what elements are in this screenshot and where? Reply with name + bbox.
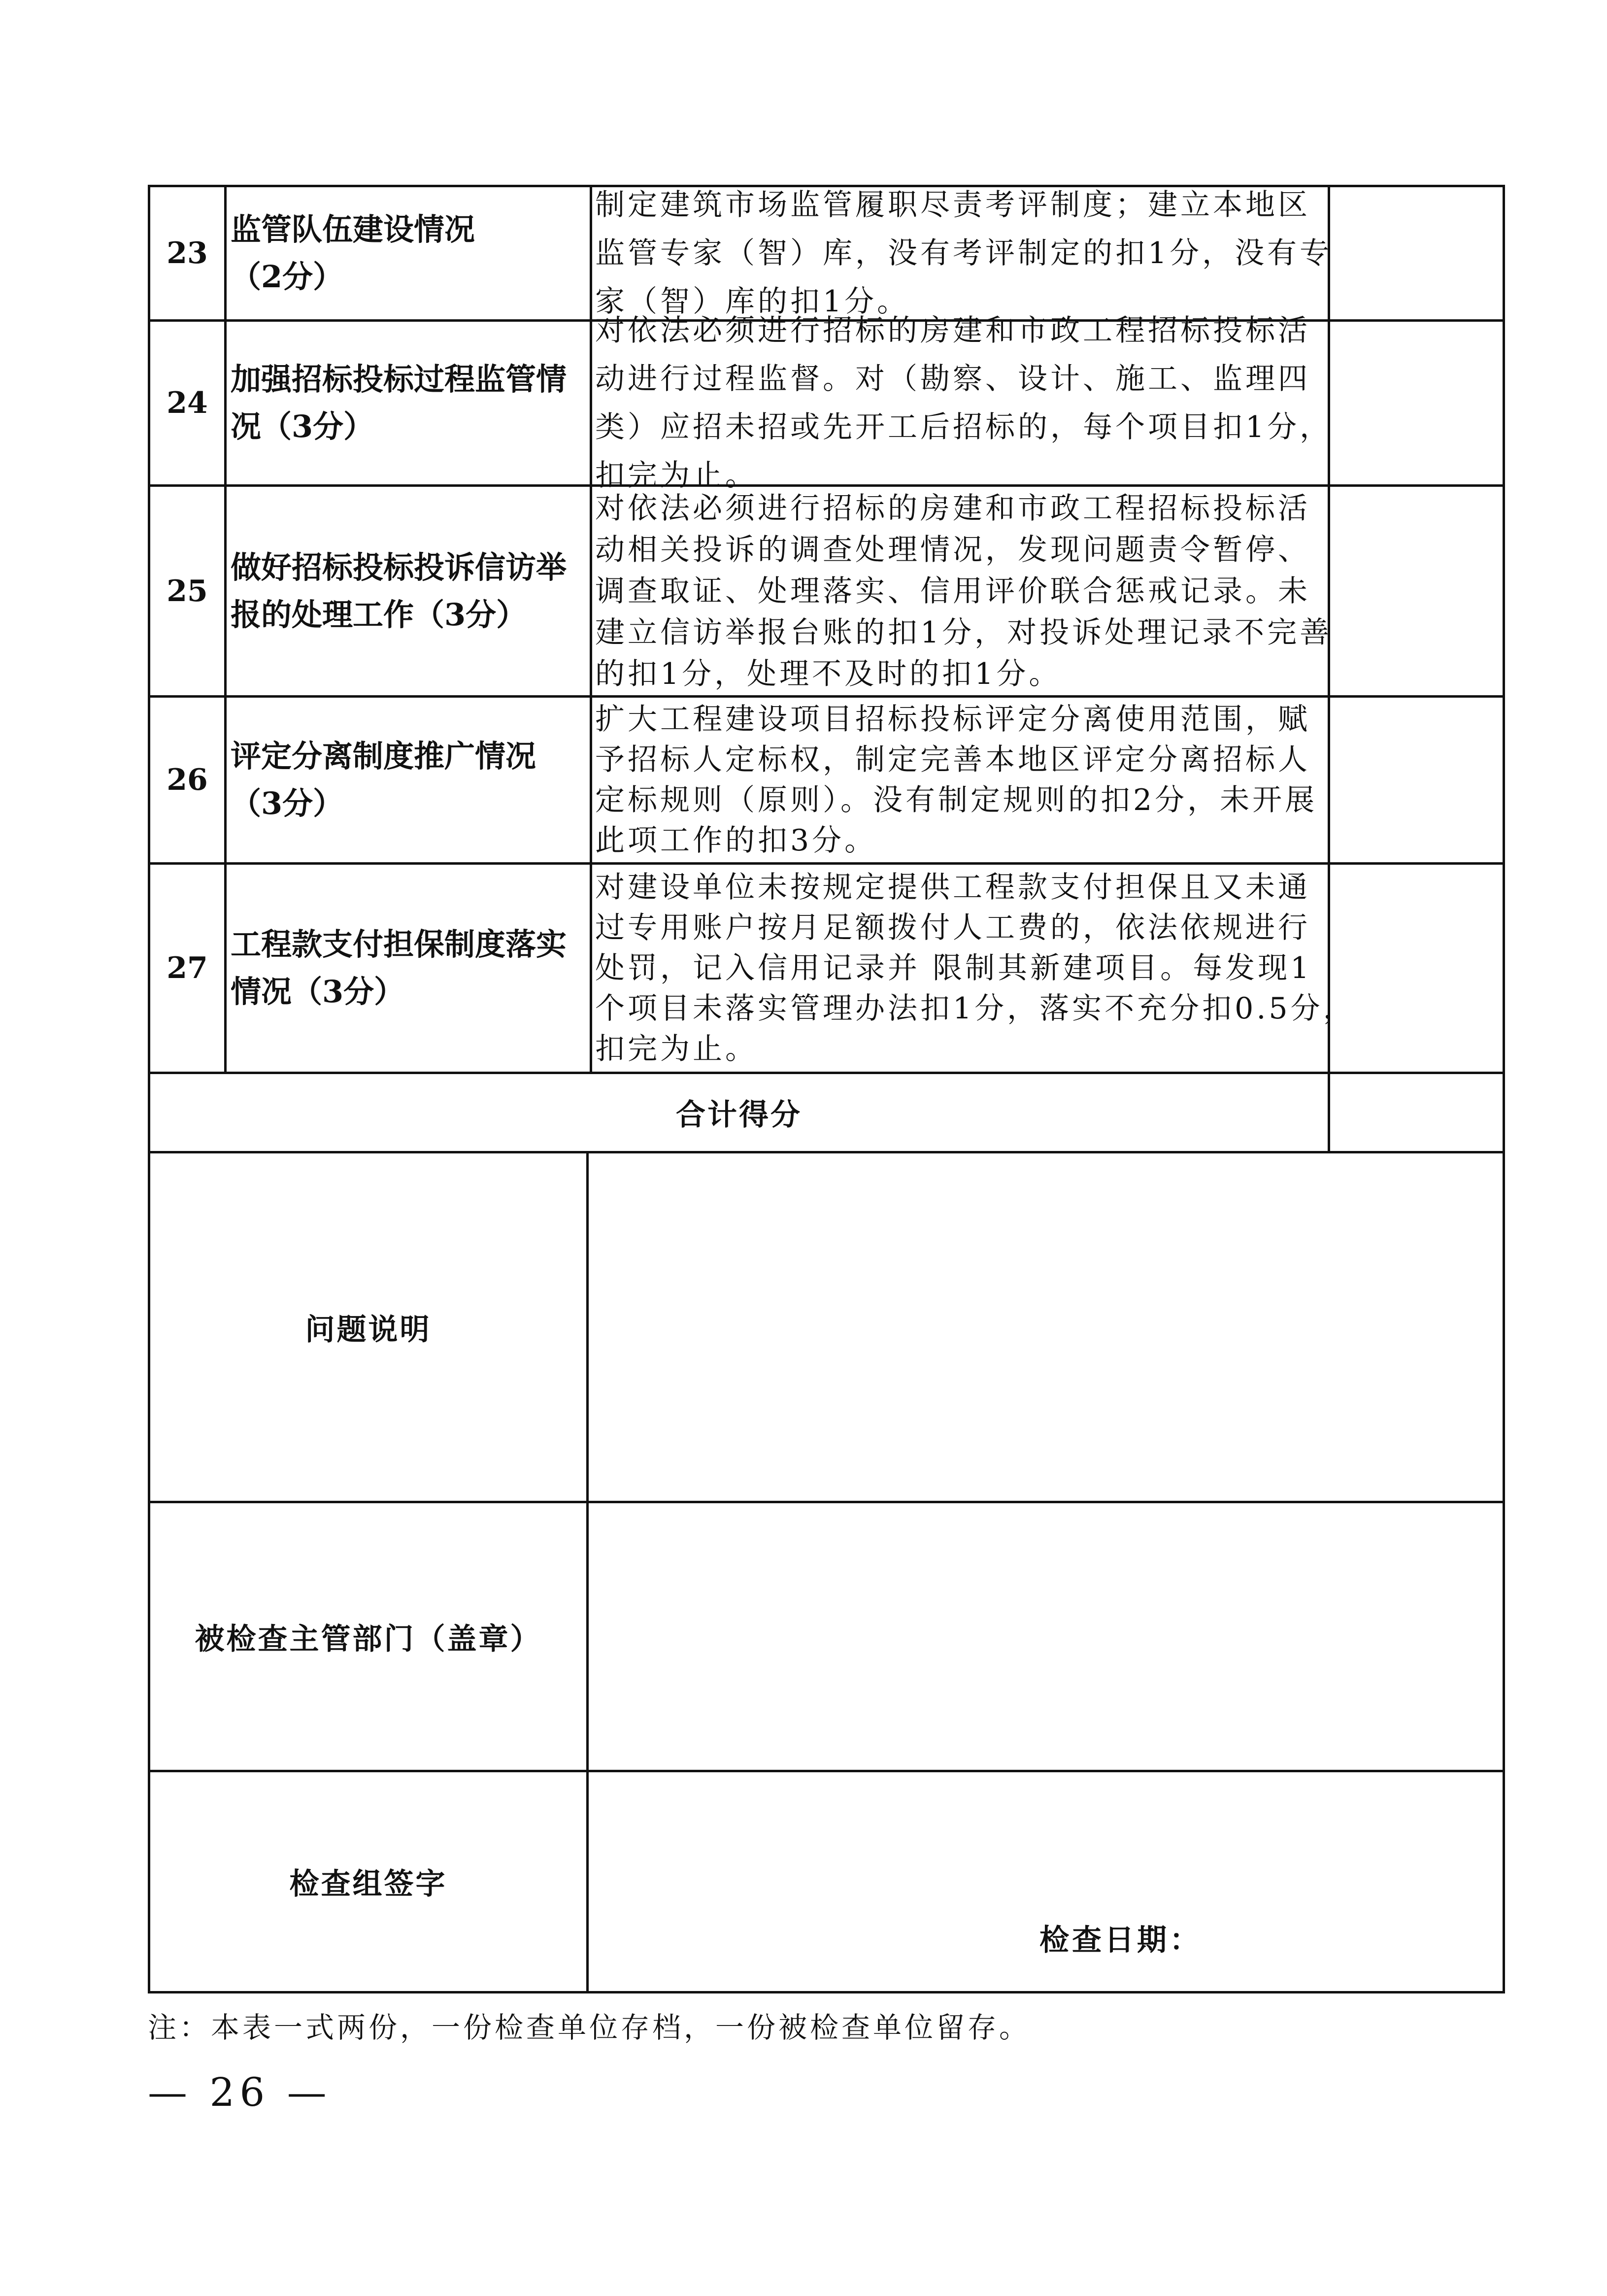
scoring-standard: 对依法必须进行招标的房建和市政工程招标投标活 动进行过程监督。对（勘察、设计、施工、监理四 类）应招未招或先开工后招标的，每个项目扣1分， 扣完为止。 bbox=[595, 313, 1333, 493]
inspected-dept-seal-field[interactable] bbox=[589, 1503, 1503, 1770]
inspection-date-label: 检查日期： bbox=[1039, 1923, 1202, 1958]
scoring-standard: 对建设单位未按规定提供工程款支付担保且又未通 过专用账户按月足额拨付人工费的，依法依规进行 处罚，记入信用记录并 限制其新建项目。每发现1 个项目未落实管理办法扣1分，落实不充分扣0.5分， 扣完为止。 bbox=[595, 870, 1356, 1066]
score-cell[interactable] bbox=[1330, 865, 1503, 1072]
score-cell[interactable] bbox=[1330, 487, 1503, 695]
problem-description-field[interactable] bbox=[589, 1153, 1503, 1501]
check-item: 监管队伍建设情况 （2分） bbox=[231, 211, 475, 295]
total-score-label: 合计得分 bbox=[676, 1098, 802, 1132]
scoring-standard: 制定建筑市场监管履职尽责考评制度；建立本地区 监管专家（智）库，没有考评制定的扣1分，没有专 家（智）库的扣1分。 bbox=[595, 188, 1333, 319]
scoring-standard: 对依法必须进行招标的房建和市政工程招标投标活 动相关投诉的调查处理情况，发现问题责令暂停、 调查取证、处理落实、信用评价联合惩戒记录。未 建立信访举报台账的扣1分，对投诉处理记录不完善 的扣1分，处理不及时的扣1分。 bbox=[595, 491, 1333, 691]
inspection-sign-label: 检查组签字 bbox=[289, 1867, 447, 1901]
row-number: 24 bbox=[167, 386, 208, 420]
score-cell[interactable] bbox=[1330, 322, 1503, 484]
scoring-standard: 扩大工程建设项目招标投标评定分离使用范围，赋 予招标人定标权，制定完善本地区评定分离招标人 定标规则（原则）。没有制定规则的扣2分，未开展 此项工作的扣3分。 bbox=[595, 702, 1318, 858]
problem-description-label: 问题说明 bbox=[305, 1312, 432, 1347]
row-number: 23 bbox=[167, 236, 208, 270]
row-number: 25 bbox=[167, 574, 208, 608]
footer-note: 注：本表一式两份，一份检查单位存档，一份被检查单位留存。 bbox=[148, 2011, 1031, 2044]
inspected-dept-label: 被检查主管部门（盖章） bbox=[195, 1621, 542, 1656]
table-bottom-border bbox=[148, 1991, 1505, 1993]
score-cell[interactable] bbox=[1330, 187, 1503, 319]
check-item: 工程款支付担保制度落实 情况（3分） bbox=[231, 926, 567, 1010]
total-score-cell[interactable] bbox=[1330, 1074, 1503, 1151]
lower-right-border bbox=[1503, 1151, 1505, 1993]
check-item: 做好招标投标投诉信访举 报的处理工作（3分） bbox=[231, 549, 567, 633]
score-cell[interactable] bbox=[1330, 698, 1503, 862]
table-right-border-upper bbox=[1503, 185, 1505, 1153]
row-number: 26 bbox=[167, 763, 208, 797]
page-number: — 26 — bbox=[148, 2069, 332, 2115]
check-item: 加强招标投标过程监管情 况（3分） bbox=[231, 361, 567, 444]
check-item: 评定分离制度推广情况 （3分） bbox=[231, 738, 536, 821]
row-number: 27 bbox=[167, 951, 208, 985]
